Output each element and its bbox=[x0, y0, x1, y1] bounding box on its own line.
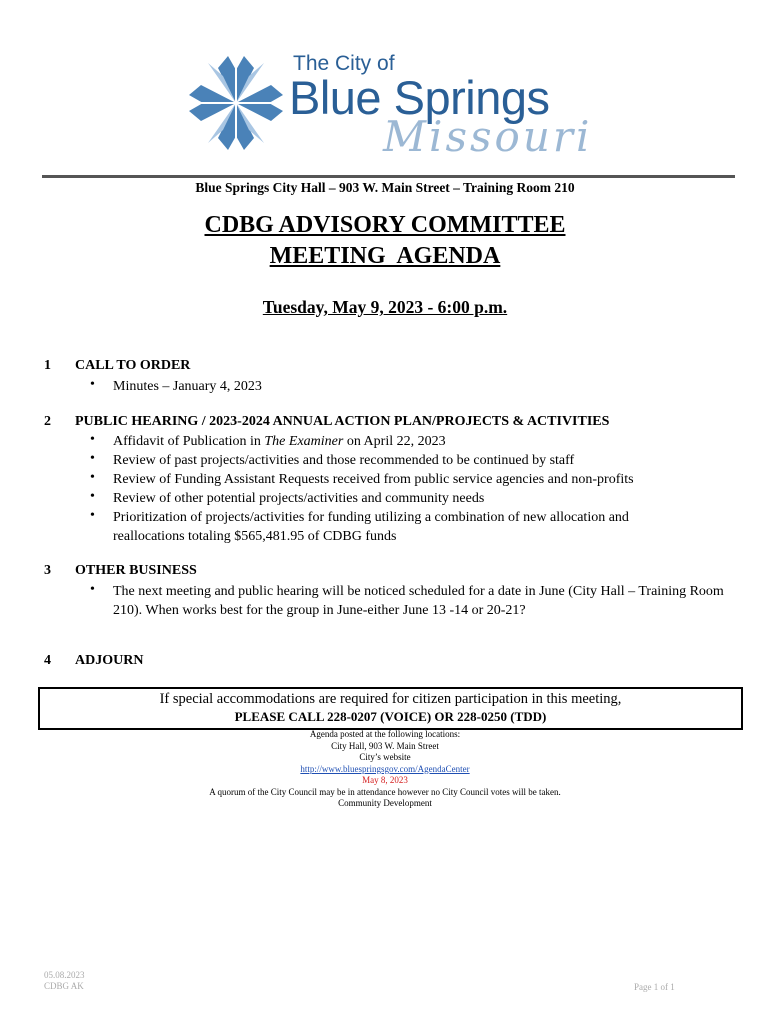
agenda-bullet: Review of past projects/activities and those recommended to be continued by staff bbox=[113, 453, 575, 468]
agenda-item-heading: PUBLIC HEARING / 2023-2024 ANNUAL ACTION PLAN/PROJECTS & ACTIVITIES bbox=[75, 414, 610, 429]
agenda-bullet: The next meeting and public hearing will be noticed scheduled for a date in June (City Hall – Training Room 210). When works best for the group in June-either June 13 -14 or 20-21? bbox=[113, 584, 724, 618]
page-title-line-2: MEETING AGENDA bbox=[269, 243, 501, 269]
bullet-icon: • bbox=[90, 451, 95, 466]
agenda-bullet: Review of other potential projects/activities and community needs bbox=[113, 491, 485, 506]
agenda-item-number: 1 bbox=[44, 358, 51, 373]
city-logo bbox=[183, 44, 603, 168]
meeting-location: Blue Springs City Hall – 903 W. Main Street – Training Room 210 bbox=[195, 180, 575, 195]
posting-place-1: City Hall, 903 W. Main Street bbox=[331, 740, 439, 751]
agenda-item-heading: CALL TO ORDER bbox=[75, 358, 191, 373]
posting-info bbox=[0, 729, 770, 810]
meeting-date: Tuesday, May 9, 2023 - 6:00 p.m. bbox=[262, 297, 508, 317]
agenda-item-heading: ADJOURN bbox=[75, 653, 144, 668]
page-title-line-1: CDBG ADVISORY COMMITTEE bbox=[204, 212, 566, 238]
bullet-icon: • bbox=[90, 582, 95, 597]
agenda-bullet bbox=[113, 432, 743, 451]
agenda-item-number: 4 bbox=[44, 653, 51, 668]
footer-codes bbox=[44, 970, 85, 992]
bullet-icon: • bbox=[90, 432, 95, 447]
quorum-note: A quorum of the City Council may be in attendance however no City Council votes will be taken. bbox=[209, 786, 561, 797]
publication-name: The Examiner bbox=[264, 434, 344, 449]
accommodation-notice bbox=[38, 687, 743, 730]
logo-line-1: The City of bbox=[293, 52, 395, 75]
bullet-text-pre: Affidavit of Publication in bbox=[113, 434, 265, 449]
logo-line-2: Blue Springs bbox=[289, 71, 550, 124]
agenda-item-number: 2 bbox=[44, 414, 51, 429]
header-divider bbox=[42, 175, 735, 178]
bullet-icon: • bbox=[90, 377, 95, 392]
footer-doc-code: CDBG AK bbox=[44, 981, 84, 991]
agenda-bullet: Minutes – January 4, 2023 bbox=[113, 379, 262, 394]
posting-intro: Agenda posted at the following locations: bbox=[309, 729, 461, 739]
bullet-icon: • bbox=[90, 470, 95, 485]
logo-line-3: Missouri bbox=[383, 112, 593, 161]
agenda-item-heading: OTHER BUSINESS bbox=[75, 563, 197, 578]
bullet-icon: • bbox=[90, 489, 95, 504]
page-number: Page 1 of 1 bbox=[634, 982, 675, 992]
agenda-bullet: Review of Funding Assistant Requests received from public service agencies and non-profits bbox=[113, 472, 634, 487]
notice-phone-line: PLEASE CALL 228-0207 (VOICE) OR 228-0250 (TDD) bbox=[234, 709, 547, 724]
posting-date: May 8, 2023 bbox=[362, 775, 408, 785]
posting-place-2: City’s website bbox=[359, 752, 411, 762]
snowflake-icon bbox=[183, 48, 289, 158]
footer-date-code: 05.08.2023 bbox=[44, 970, 85, 980]
agenda-item-number: 3 bbox=[44, 563, 51, 578]
bullet-text-post: on April 22, 2023 bbox=[343, 434, 446, 449]
bullet-icon: • bbox=[90, 508, 95, 523]
department: Community Development bbox=[338, 798, 432, 808]
notice-line-1: If special accommodations are required for citizen participation in this meeting, bbox=[159, 691, 622, 707]
agenda-center-link[interactable]: http://www.bluespringsgov.com/AgendaCenter bbox=[300, 763, 470, 774]
agenda-bullet: Prioritization of projects/activities for funding utilizing a combination of new allocation and reallocations totaling $565,481.95 of CDBG funds bbox=[113, 510, 629, 544]
